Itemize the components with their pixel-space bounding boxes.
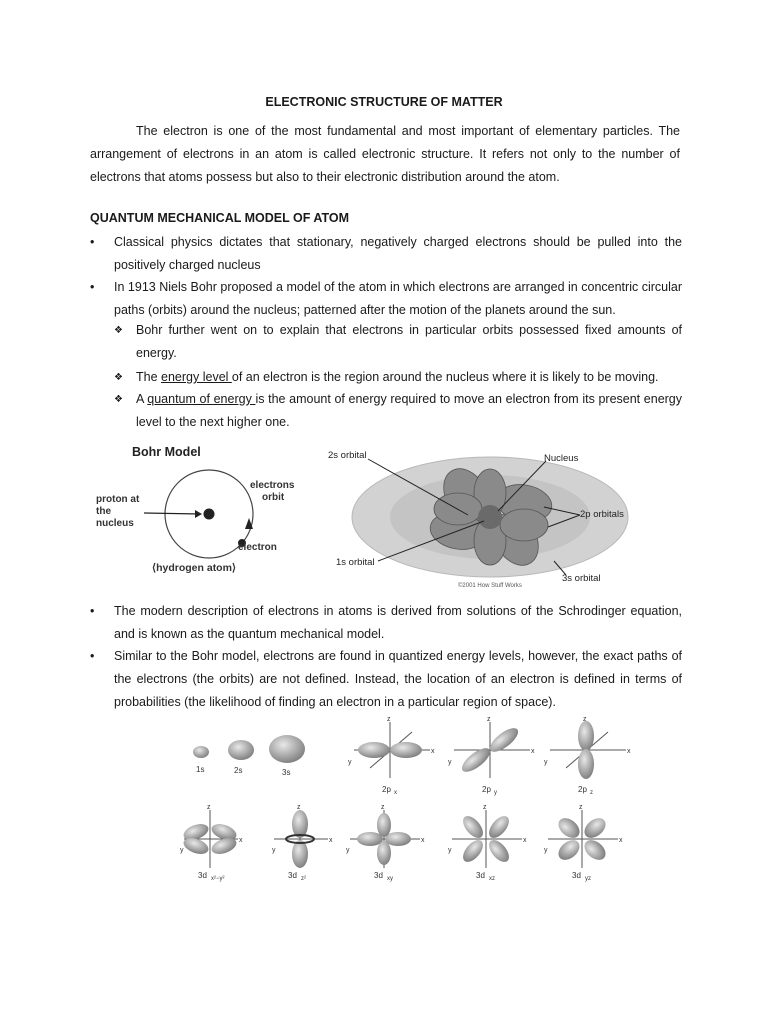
svg-text:x: x [627, 748, 631, 755]
svg-text:z: z [207, 804, 211, 811]
electrons-orbit-label: orbit [262, 492, 285, 503]
p-orbital-y [448, 716, 535, 796]
svg-text:3d: 3d [476, 871, 485, 880]
svg-text:z: z [483, 804, 487, 811]
s-orbital-1s [193, 746, 209, 758]
bullet-item [90, 276, 682, 322]
sub-bullet-text [136, 388, 682, 434]
svg-text:2p: 2p [578, 785, 587, 794]
svg-text:2p: 2p [382, 785, 391, 794]
svg-text:z: z [297, 804, 301, 811]
bullet-item [90, 600, 682, 646]
bullet-item [90, 645, 682, 714]
proton-label: proton at [96, 494, 140, 505]
svg-text:z: z [583, 716, 587, 723]
bullet-item [90, 231, 682, 277]
nucleus-dot [204, 509, 215, 520]
svg-text:3d: 3d [374, 871, 383, 880]
d-orbital-xy [346, 804, 425, 882]
svg-text:z²: z² [301, 876, 306, 882]
bohr-model-figure [92, 440, 314, 580]
electrons-orbit-label: electrons [250, 480, 295, 491]
page-title: ELECTRONIC STRUCTURE OF MATTER [265, 95, 503, 109]
svg-text:2p: 2p [482, 785, 491, 794]
svg-text:x²−y²: x²−y² [211, 876, 225, 882]
svg-text:z: z [590, 790, 593, 796]
svg-text:xy: xy [387, 876, 393, 882]
svg-text:z: z [487, 716, 491, 723]
bullet-icon: • [90, 604, 95, 618]
svg-text:3d: 3d [198, 871, 207, 880]
intro-paragraph [90, 120, 680, 189]
text-run: of an electron is the region around the nucleus where it is likely to be moving. [231, 370, 659, 384]
svg-text:y: y [544, 759, 548, 766]
diamond-bullet-icon: ❖ [114, 372, 123, 383]
svg-text:x: x [531, 748, 535, 755]
svg-text:3d: 3d [288, 871, 297, 880]
sub-bullet-text: Bohr further went on to explain that electrons in particular orbits possessed fixed amounts of energy. [136, 323, 682, 360]
svg-text:y: y [346, 847, 350, 854]
s-orbital-2s [228, 740, 254, 760]
label-1s: 1s orbital [336, 557, 375, 568]
bohr-title: Bohr Model [132, 445, 201, 459]
bullet-text: Classical physics dictates that stationary, negatively charged electrons should be pulled into the positively charged nucleus [114, 235, 682, 272]
svg-text:y: y [348, 759, 352, 766]
label-2p: 2p orbitals [580, 509, 624, 520]
text-run: A [136, 392, 148, 406]
sub-bullet-item [114, 319, 682, 365]
bullet-text: In 1913 Niels Bohr proposed a model of the atom in which electrons are arranged in concentric circular paths (orbits) around the nucleus; patterned after the motion of the planets around the sun. [114, 280, 682, 317]
bullet-icon: • [90, 649, 95, 663]
orbital-shapes-grid [180, 712, 640, 890]
sub-bullet-item [114, 366, 682, 389]
text-run: is the amount of energy required to move an electron from its present energy level to the next higher one. [136, 392, 683, 429]
diamond-bullet-icon: ❖ [114, 394, 123, 405]
svg-text:y: y [448, 847, 452, 854]
svg-text:y: y [494, 790, 497, 796]
svg-text:z: z [381, 804, 385, 811]
arrowhead-icon [195, 510, 202, 518]
d-orbital-yz [544, 804, 623, 882]
svg-text:3d: 3d [572, 871, 581, 880]
svg-text:x: x [619, 837, 623, 844]
svg-text:yz: yz [585, 876, 591, 882]
bullet-icon: • [90, 235, 95, 249]
s-orbital-3s [269, 735, 305, 763]
label-nucleus: Nucleus [544, 453, 579, 464]
svg-text:x: x [431, 748, 435, 755]
svg-text:x: x [239, 837, 243, 844]
p-orbital-x [348, 716, 435, 796]
bullet-text: Similar to the Bohr model, electrons are found in quantized energy levels, however, the exact paths of the electrons (the orbits) are not defined. Instead, the location of an electron is defined in terms of probabilities (the likelihood of finding an electron in a particular region of space). [114, 649, 682, 709]
bohr-caption: ⟨hydrogen atom⟩ [152, 562, 237, 574]
orbital-shell-figure [318, 445, 658, 590]
section-heading: QUANTUM MECHANICAL MODEL OF ATOM [90, 211, 350, 225]
svg-text:x: x [329, 837, 333, 844]
p-orbital-z [544, 716, 631, 796]
proton-pointer [144, 513, 200, 514]
sub-bullet-item [114, 388, 682, 434]
svg-text:x: x [421, 837, 425, 844]
svg-text:x: x [523, 837, 527, 844]
d-orbital-x2-y2 [180, 804, 243, 882]
nucleus-core [478, 505, 502, 529]
text-run: The [136, 370, 162, 384]
svg-text:z: z [579, 804, 583, 811]
d-orbital-z2 [272, 804, 333, 882]
sub-bullet-text [136, 366, 682, 389]
term-quantum-of-energy: quantum of energy [147, 392, 256, 406]
svg-text:y: y [180, 847, 184, 854]
proton-label: nucleus [96, 518, 134, 529]
bullet-icon: • [90, 280, 95, 294]
electron-label: electron [238, 542, 277, 553]
figure-copyright: ©2001 How Stuff Works [458, 583, 522, 589]
bullet-text: The modern description of electrons in atoms is derived from solutions of the Schrodinger equation, and is known as the quantum mechanical model. [114, 604, 682, 641]
d-orbital-xz [448, 804, 527, 882]
label-3s: 3s orbital [562, 573, 601, 584]
label-1s: 1s [196, 765, 205, 774]
proton-label: the [96, 506, 111, 517]
label-2s: 2s [234, 766, 243, 775]
intro-text: The electron is one of the most fundamental and most important of elementary particles. The arrangement of electrons in an atom is called electronic structure. It refers not only to the number of electrons that atoms possess but also to their electronic distribution around the atom. [90, 124, 680, 184]
term-energy-level: energy level [161, 370, 232, 384]
label-2s: 2s orbital [328, 450, 367, 461]
svg-text:x: x [394, 790, 397, 796]
diamond-bullet-icon: ❖ [114, 325, 123, 336]
svg-text:y: y [448, 759, 452, 766]
svg-text:xz: xz [489, 876, 495, 882]
label-3s: 3s [282, 768, 291, 777]
svg-text:z: z [387, 716, 391, 723]
svg-text:y: y [544, 847, 548, 854]
svg-text:y: y [272, 847, 276, 854]
